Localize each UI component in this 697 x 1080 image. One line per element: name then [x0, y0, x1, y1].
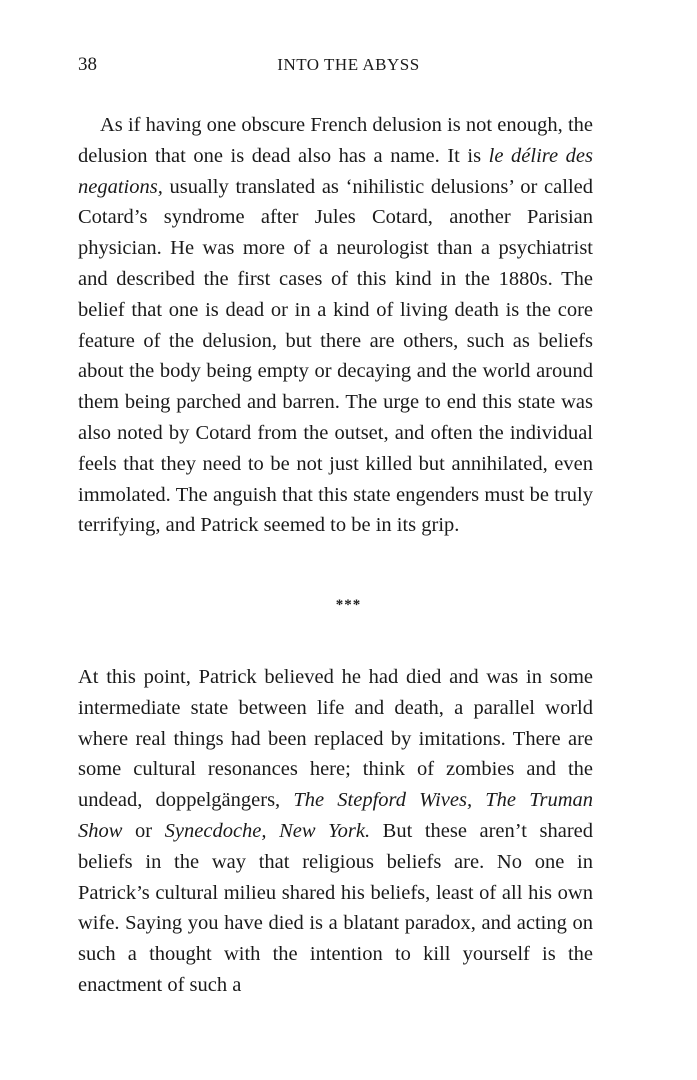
page-number: 38 — [78, 54, 97, 75]
body-paragraph-2 — [78, 662, 593, 1001]
paragraph-2-text-a: At this point, Patrick believed he had died and was in some intermediate state between life and death, a parallel world where real things had been replaced by imitations. There are some cultural resonances here; think of zombies and the undead, doppelgängers, — [78, 666, 593, 812]
paragraph-1-text-a: As if having one obscure French delusion is not enough, the delusion that one is dead also has a name. It is — [78, 114, 593, 167]
section-separator: *** — [335, 597, 362, 613]
running-title: INTO THE ABYSS — [277, 55, 420, 74]
paragraph-1-text-c: usually translated as ‘nihilistic delusions’ or called Cotard’s syndrome after Jules Cotard, another Parisian physician. He was more of a neurologist than a psychiatrist and described the first cases of this kind in the 1880s. The belief that one is dead or in a kind of living death is the core feature of the delusion, but there are others, such as beliefs about the body being empty or decaying and the world around them being parched and barren. The urge to end this state was also noted by Cotard from the outset, and often the individual feels that they need to be not just killed but annihilated, even immolated. The anguish that this state engenders must be truly terrifying, and Patrick seemed to be in its grip. — [78, 175, 593, 537]
paragraph-2-italic-title-2: Synecdoche, New York. — [164, 819, 371, 842]
paragraph-2-text-c: or — [122, 819, 165, 842]
paragraph-2-text-e: But these aren’t shared beliefs in the way that religious beliefs are. No one in Patrick’s cultural milieu shared his beliefs, least of all his own wife. Saying you have died is a blatant paradox, and acting on such a thought with the intention to kill yourself is the enactment of such a — [78, 819, 594, 996]
body-paragraph-1 — [78, 110, 593, 541]
paragraph-1-italic-term: le délire des negations, — [78, 144, 593, 198]
paragraph-2-italic-titles: The Stepford Wives, The Truman Show — [78, 789, 593, 842]
